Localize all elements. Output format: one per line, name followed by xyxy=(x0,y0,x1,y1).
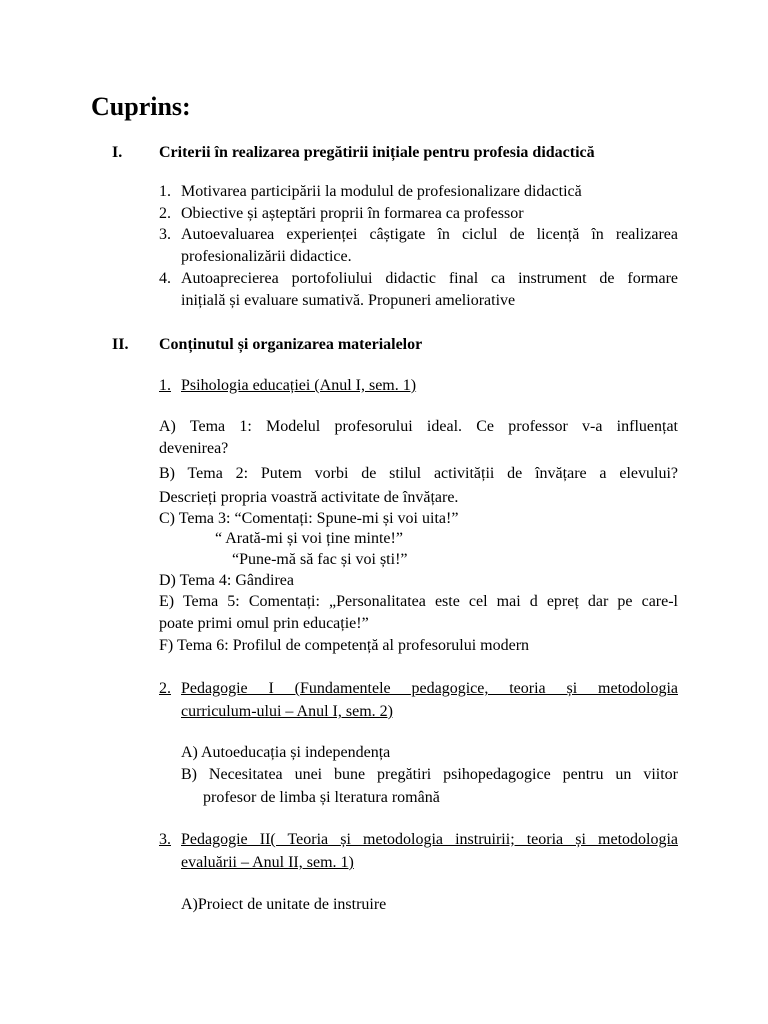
list-item-number: 2. xyxy=(159,205,171,222)
list-item-number: 3. xyxy=(159,226,171,243)
theme-text: A)Proiect de unitate de instruire xyxy=(181,896,387,913)
theme-text: C) Tema 3: “Comentați: Spune-mi și voi uita!” xyxy=(159,510,459,527)
list-item-text: Autoevaluarea experienței câștigate în ciclul de licență în realizarea xyxy=(181,226,678,243)
subsection-number: 1. xyxy=(159,377,171,394)
theme-text: profesor de limba și lteratura română xyxy=(203,789,440,806)
subsection-title: Pedagogie II( Teoria și metodologia instruirii; teoria și metodologia xyxy=(181,831,678,848)
list-item-text: Motivarea participării la modulul de profesionalizare didactică xyxy=(181,183,582,200)
list-item-text: Autoaprecierea portofoliului didactic final ca instrument de formare xyxy=(181,270,678,287)
theme-text: A) Tema 1: Modelul profesorului ideal. Ce professor v-a influențat xyxy=(159,418,678,435)
theme-text: Descrieți propria voastră activitate de învățare. xyxy=(159,489,459,506)
list-item-text: Obiective și așteptări proprii în formarea ca professor xyxy=(181,205,524,222)
theme-text: “Pune-mă să fac și voi ști!” xyxy=(232,551,408,568)
page-title: Cuprins: xyxy=(91,92,191,121)
section-heading: Criterii în realizarea pregătirii inițiale pentru profesia didactică xyxy=(159,144,595,161)
list-item-number: 1. xyxy=(159,183,171,200)
theme-text: “ Arată-mi și voi ține minte!” xyxy=(215,530,403,547)
subsection-title: Pedagogie I (Fundamentele pedagogice, teoria și metodologia xyxy=(181,680,678,697)
theme-text: poate primi omul prin educație!” xyxy=(159,615,369,632)
subsection-title: evaluării – Anul II, sem. 1) xyxy=(181,854,354,871)
section-heading: Conținutul și organizarea materialelor xyxy=(159,336,423,353)
subsection-title: curriculum-ului – Anul I, sem. 2) xyxy=(181,703,393,720)
theme-text: D) Tema 4: Gândirea xyxy=(159,572,294,589)
theme-text: B) Necesitatea unei bune pregătiri psihopedagogice pentru un viitor xyxy=(181,766,678,783)
theme-text: F) Tema 6: Profilul de competență al profesorului modern xyxy=(159,637,530,654)
theme-text: B) Tema 2: Putem vorbi de stilul activității de învățare a elevului? xyxy=(159,465,678,482)
list-item-number: 4. xyxy=(159,270,171,287)
subsection-title: Psihologia educației (Anul I, sem. 1) xyxy=(181,377,417,394)
theme-text: A) Autoeducația și independența xyxy=(181,744,391,761)
section-numeral: I. xyxy=(112,144,123,161)
subsection-number: 2. xyxy=(159,680,171,697)
list-item-text: profesionalizării didactice. xyxy=(181,248,352,265)
theme-text: E) Tema 5: Comentați: „Personalitatea este cel mai d epreț dar pe care-l xyxy=(159,593,678,610)
subsection-number: 3. xyxy=(159,831,171,848)
theme-text: devenirea? xyxy=(159,440,229,457)
section-numeral: II. xyxy=(112,336,129,353)
list-item-text: inițială și evaluare sumativă. Propuneri ameliorative xyxy=(181,292,516,309)
